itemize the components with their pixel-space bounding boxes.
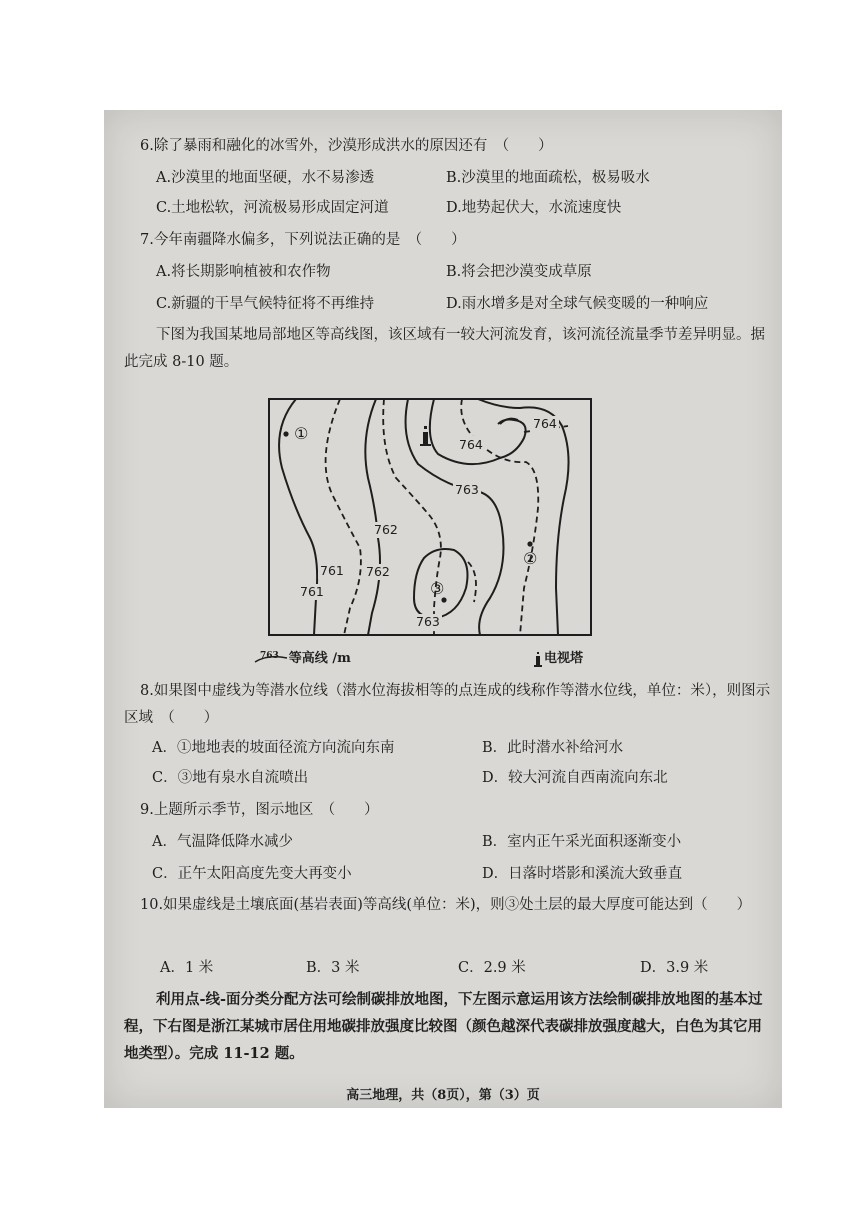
point-3-marker: [441, 597, 446, 602]
question-6-option-b: B.沙漠里的地面疏松，极易吸水: [446, 170, 650, 186]
question-9-option-c: C．正午太阳高度先变大再变小: [152, 866, 352, 882]
question-10-option-d: D．3.9 米: [640, 960, 709, 976]
legend-contour-value: 763: [260, 651, 279, 661]
contour-label: 761: [320, 563, 344, 578]
legend-tower-label: 电视塔: [544, 651, 584, 666]
contour-line-762: [365, 399, 380, 635]
question-10-option-c: C．2.9 米: [458, 960, 526, 976]
question-8-option-a: A．①地地表的坡面径流方向流向东南: [152, 740, 395, 756]
dashed-line-761: [326, 399, 361, 635]
point-1-marker: [283, 431, 288, 436]
question-8-stem: 8.如果图中虚线为等潜水位线（潜水位海拔相等的点连成的线称作等潜水位线，单位：米），则图示区域 （ ）: [124, 683, 771, 726]
contour-line-764: [430, 399, 526, 464]
page-footer: 高三地理，共（8页），第（3）页: [346, 1088, 540, 1103]
contour-label: 764: [533, 416, 557, 431]
legend-contour-label: 等高线 /m: [288, 651, 351, 666]
intro-questions-11-12: 利用点-线-面分类分配方法可绘制碳排放地图，下左图示意运用该方法绘制碳排放地图的基本过程，下右图是浙江某城市居住用地碳排放强度比较图（颜色越深代表碳排放强度越大，白色为其它用地类型）。完成 11-12 题。: [124, 991, 763, 1062]
question-6-option-d: D.地势起伏大，水流速度快: [446, 200, 622, 216]
point-3-label: ③: [430, 579, 445, 598]
question-6-option-c: C.土地松软，河流极易形成固定河道: [156, 200, 389, 216]
question-7-option-a: A.将长期影响植被和农作物: [156, 264, 331, 280]
contour-label: 761: [300, 584, 324, 599]
question-7-option-c: C.新疆的干旱气候特征将不再维持: [156, 296, 375, 312]
tv-tower-icon: [532, 651, 544, 667]
question-9-stem: 9.上题所示季节，图示地区 （ ）: [140, 802, 379, 818]
question-6-stem: 6.除了暴雨和融化的冰雪外，沙漠形成洪水的原因还有 （ ）: [140, 138, 553, 154]
exam-page: [104, 110, 782, 1108]
question-10-stem: 10.如果虚线是土壤底面(基岩表面)等高线(单位：米)，则③处土层的最大厚度可能达到（ ）: [140, 897, 752, 913]
legend-contour: [254, 650, 351, 669]
question-8-option-b: B．此时潜水补给河水: [482, 740, 624, 756]
contour-label: 762: [374, 522, 398, 537]
question-9-option-a: A．气温降低降水减少: [152, 834, 293, 850]
question-10-option-b: B．3 米: [306, 960, 360, 976]
question-8-option-d: D．较大河流自西南流向东北: [482, 770, 668, 786]
contour-label: 762: [366, 564, 390, 579]
point-1-label: ①: [294, 424, 309, 443]
question-7-option-d: D.雨水增多是对全球气候变暖的一种响应: [446, 296, 709, 312]
question-9-option-b: B．室内正午采光面积逐渐变小: [482, 834, 682, 850]
question-9-option-d: D．日落时塔影和溪流大致垂直: [482, 866, 683, 882]
point-2-label: ②: [523, 549, 538, 568]
contour-label: 763: [455, 482, 479, 497]
dashed-line-762: [383, 399, 441, 635]
question-10-option-a: A．1 米: [160, 960, 214, 976]
contour-line-763: [406, 399, 504, 635]
question-8-option-c: C．③地有泉水自流喷出: [152, 770, 309, 786]
question-6-option-a: A.沙漠里的地面坚硬，水不易渗透: [156, 170, 375, 186]
point-2-marker: [527, 541, 532, 546]
legend-tower: [532, 650, 583, 668]
question-7-option-b: B.将会把沙漠变成草原: [446, 264, 592, 280]
contour-label: 764: [459, 437, 483, 452]
contour-map: [268, 398, 592, 636]
contour-label: 763: [416, 614, 440, 629]
question-7-stem: 7.今年南疆降水偏多，下列说法正确的是 （ ）: [140, 232, 466, 248]
intro-questions-8-10: 下图为我国某地局部地区等高线图，该区域有一较大河流发育，该河流径流量季节差异明显。据此完成 8-10 题。: [124, 327, 765, 370]
contour-map-figure: [268, 398, 592, 636]
